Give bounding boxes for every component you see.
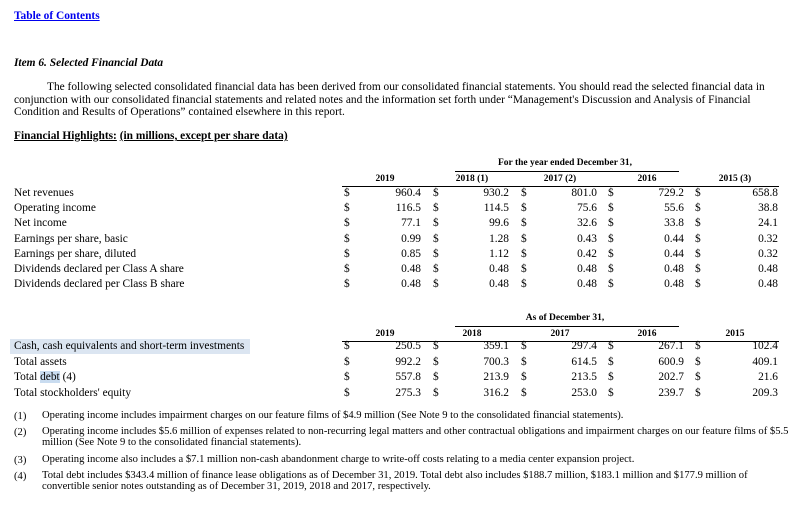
currency-symbol: $ bbox=[344, 340, 350, 352]
ops-year-2019: 2019 bbox=[375, 174, 395, 184]
cell-value: 409.1 bbox=[752, 355, 778, 368]
cell-value: 0.48 bbox=[489, 263, 509, 275]
currency-symbol: $ bbox=[433, 263, 439, 275]
currency-symbol: $ bbox=[608, 202, 614, 215]
currency-symbol: $ bbox=[521, 340, 527, 352]
cell-value: 0.42 bbox=[577, 247, 597, 260]
currency-symbol: $ bbox=[695, 355, 701, 368]
ops-span-underline bbox=[455, 171, 679, 172]
row-label: Cash, cash equivalents and short-term investments bbox=[14, 340, 245, 352]
cell-value: 99.6 bbox=[489, 217, 509, 230]
row-label-suffix: (4) bbox=[59, 371, 76, 383]
cell-value: 0.43 bbox=[577, 232, 597, 245]
cell-value: 250.5 bbox=[395, 340, 421, 352]
currency-symbol: $ bbox=[433, 217, 439, 230]
footnote-number: (3) bbox=[14, 455, 27, 466]
currency-symbol: $ bbox=[433, 187, 439, 199]
cell-value: 658.8 bbox=[752, 187, 778, 199]
currency-symbol: $ bbox=[521, 386, 527, 399]
currency-symbol: $ bbox=[695, 202, 701, 215]
currency-symbol: $ bbox=[695, 217, 701, 230]
cell-value: 213.9 bbox=[483, 371, 509, 383]
currency-symbol: $ bbox=[695, 371, 701, 383]
section-title: Item 6. Selected Financial Data bbox=[14, 57, 164, 69]
cell-value: 960.4 bbox=[395, 187, 421, 199]
currency-symbol: $ bbox=[344, 371, 350, 383]
cell-value: 0.32 bbox=[758, 247, 778, 260]
currency-symbol: $ bbox=[521, 263, 527, 275]
bs-year-2018: 2018 bbox=[462, 329, 482, 339]
currency-symbol: $ bbox=[521, 247, 527, 260]
cell-value: 38.8 bbox=[758, 202, 778, 215]
row-label-prefix: Total bbox=[14, 371, 41, 383]
bs-year-2016: 2016 bbox=[637, 329, 657, 339]
ops-year-2018: 2018 (1) bbox=[455, 174, 489, 184]
currency-symbol: $ bbox=[608, 355, 614, 368]
table-row bbox=[0, 262, 799, 277]
cell-value: 600.9 bbox=[658, 355, 684, 368]
bs-year-2015: 2015 bbox=[725, 329, 745, 339]
ops-year-2015: 2015 (3) bbox=[718, 174, 752, 184]
cell-value: 275.3 bbox=[395, 386, 421, 399]
row-label: Net income bbox=[14, 217, 67, 230]
bs-year-2019: 2019 bbox=[375, 329, 395, 339]
footnote-text: Operating income includes impairment charges on our feature films of $4.9 million (See Note 9 to the consolidated financial statements). bbox=[42, 410, 624, 421]
currency-symbol: $ bbox=[344, 355, 350, 368]
footnote-text: Operating income includes $5.6 million of expenses related to non-recurring legal matters and other contractual obligations and impairment charges on our feature films of $5.5 million (See Note 9 to the consolidated financial statements). bbox=[42, 426, 789, 448]
currency-symbol: $ bbox=[608, 386, 614, 399]
cell-value: 801.0 bbox=[571, 187, 597, 199]
currency-symbol: $ bbox=[344, 247, 350, 260]
row-label bbox=[14, 371, 76, 383]
cell-value: 0.44 bbox=[664, 232, 684, 245]
cell-value: 0.48 bbox=[758, 278, 778, 291]
table-row bbox=[0, 386, 799, 401]
row-label: Earnings per share, diluted bbox=[14, 247, 137, 260]
cell-value: 75.6 bbox=[577, 202, 597, 215]
currency-symbol: $ bbox=[521, 232, 527, 245]
cell-value: 0.48 bbox=[401, 263, 421, 275]
cell-value: 0.32 bbox=[758, 232, 778, 245]
cell-value: 267.1 bbox=[658, 340, 684, 352]
table-of-contents-link[interactable]: Table of Contents bbox=[14, 10, 100, 22]
table-row bbox=[0, 232, 799, 247]
currency-symbol: $ bbox=[695, 247, 701, 260]
table-row bbox=[0, 186, 799, 201]
cell-value: 33.8 bbox=[664, 217, 684, 230]
cell-value: 0.48 bbox=[401, 278, 421, 291]
cell-value: 24.1 bbox=[758, 217, 778, 230]
cell-value: 0.48 bbox=[577, 278, 597, 291]
row-label: Dividends declared per Class B share bbox=[14, 278, 185, 291]
currency-symbol: $ bbox=[608, 187, 614, 199]
cell-value: 209.3 bbox=[752, 386, 778, 399]
cell-value: 316.2 bbox=[483, 386, 509, 399]
currency-symbol: $ bbox=[695, 263, 701, 275]
currency-symbol: $ bbox=[695, 232, 701, 245]
cell-value: 992.2 bbox=[395, 355, 421, 368]
cell-value: 0.48 bbox=[664, 263, 684, 275]
cell-value: 700.3 bbox=[483, 355, 509, 368]
currency-symbol: $ bbox=[521, 187, 527, 199]
table-row bbox=[0, 216, 799, 231]
currency-symbol: $ bbox=[608, 217, 614, 230]
currency-symbol: $ bbox=[344, 232, 350, 245]
currency-symbol: $ bbox=[344, 202, 350, 215]
cell-value: 0.48 bbox=[664, 278, 684, 291]
currency-symbol: $ bbox=[344, 187, 350, 199]
currency-symbol: $ bbox=[433, 386, 439, 399]
footnote-number: (2) bbox=[14, 427, 27, 438]
cell-value: 557.8 bbox=[395, 371, 421, 383]
row-label: Earnings per share, basic bbox=[14, 232, 128, 245]
table-row bbox=[0, 370, 799, 385]
row-label: Net revenues bbox=[14, 187, 74, 199]
cell-value: 21.6 bbox=[758, 371, 778, 383]
cell-value: 253.0 bbox=[571, 386, 597, 399]
row-label: Total stockholders' equity bbox=[14, 386, 132, 399]
intro-paragraph: The following selected consolidated financial data has been derived from our consolidated financial statements. You should read the selected financial data in conjunction with our consolidated financial statements and related notes and the information set forth under “Management's Discussion and Analysis of Financial Condition and Results of Operations” contained elsewhere in this report. bbox=[14, 81, 765, 119]
cell-value: 202.7 bbox=[658, 371, 684, 383]
cell-value: 614.5 bbox=[571, 355, 597, 368]
cell-value: 77.1 bbox=[401, 217, 421, 230]
table-row bbox=[0, 339, 799, 354]
currency-symbol: $ bbox=[344, 278, 350, 291]
cell-value: 297.4 bbox=[571, 340, 597, 352]
row-label: Total assets bbox=[14, 355, 67, 368]
cell-value: 0.48 bbox=[758, 263, 778, 275]
highlights-units: (in millions, except per share data) bbox=[119, 130, 288, 142]
row-label: Operating income bbox=[14, 202, 96, 215]
table-row bbox=[0, 247, 799, 262]
currency-symbol: $ bbox=[433, 247, 439, 260]
currency-symbol: $ bbox=[521, 202, 527, 215]
ops-year-2017: 2017 (2) bbox=[543, 174, 577, 184]
currency-symbol: $ bbox=[344, 386, 350, 399]
table-row bbox=[0, 277, 799, 292]
currency-symbol: $ bbox=[608, 263, 614, 275]
financial-highlights-heading bbox=[14, 130, 288, 142]
cell-value: 213.5 bbox=[571, 371, 597, 383]
currency-symbol: $ bbox=[344, 217, 350, 230]
cell-value: 116.5 bbox=[395, 202, 421, 215]
cell-value: 0.48 bbox=[577, 263, 597, 275]
currency-symbol: $ bbox=[695, 386, 701, 399]
currency-symbol: $ bbox=[608, 247, 614, 260]
cell-value: 0.44 bbox=[664, 247, 684, 260]
cell-value: 102.4 bbox=[752, 340, 778, 352]
footnote-text: Total debt includes $343.4 million of finance lease obligations as of December 31, 2019. Total debt also includes $188.7 million, $183.1 million and $177.9 million of convertible senior notes outstanding as of December 31, 2019, 2018 and 2017, respectively. bbox=[42, 470, 748, 492]
currency-symbol: $ bbox=[521, 355, 527, 368]
cell-value: 729.2 bbox=[658, 187, 684, 199]
footnote-number: (1) bbox=[14, 411, 27, 422]
currency-symbol: $ bbox=[695, 278, 701, 291]
currency-symbol: $ bbox=[608, 232, 614, 245]
ops-year-2016: 2016 bbox=[637, 174, 657, 184]
currency-symbol: $ bbox=[433, 355, 439, 368]
currency-symbol: $ bbox=[608, 371, 614, 383]
cell-value: 0.99 bbox=[401, 232, 421, 245]
cell-value: 1.12 bbox=[489, 247, 509, 260]
cell-value: 32.6 bbox=[577, 217, 597, 230]
highlights-label: Financial Highlights: bbox=[14, 130, 117, 142]
cell-value: 930.2 bbox=[483, 187, 509, 199]
currency-symbol: $ bbox=[521, 278, 527, 291]
currency-symbol: $ bbox=[608, 340, 614, 352]
footnote-text: Operating income also includes a $7.1 million non-cash abandonment charge to write-off costs relating to a media center expansion project. bbox=[42, 454, 635, 465]
cell-value: 359.1 bbox=[483, 340, 509, 352]
cell-value: 0.48 bbox=[489, 278, 509, 291]
currency-symbol: $ bbox=[344, 263, 350, 275]
bs-span-header: As of December 31, bbox=[525, 313, 605, 323]
footnote-number: (4) bbox=[14, 471, 27, 482]
cell-value: 239.7 bbox=[658, 386, 684, 399]
cell-value: 114.5 bbox=[483, 202, 509, 215]
table-row bbox=[0, 355, 799, 370]
table-row bbox=[0, 201, 799, 216]
cell-value: 1.28 bbox=[489, 232, 509, 245]
currency-symbol: $ bbox=[608, 278, 614, 291]
row-label: Dividends declared per Class A share bbox=[14, 263, 184, 275]
currency-symbol: $ bbox=[433, 340, 439, 352]
cell-value: 0.85 bbox=[401, 247, 421, 260]
currency-symbol: $ bbox=[695, 187, 701, 199]
ops-span-header: For the year ended December 31, bbox=[497, 158, 633, 168]
currency-symbol: $ bbox=[695, 340, 701, 352]
row-label-highlighted: debt bbox=[40, 371, 60, 383]
currency-symbol: $ bbox=[433, 232, 439, 245]
currency-symbol: $ bbox=[521, 371, 527, 383]
bs-span-underline bbox=[455, 326, 679, 327]
currency-symbol: $ bbox=[521, 217, 527, 230]
currency-symbol: $ bbox=[433, 371, 439, 383]
currency-symbol: $ bbox=[433, 202, 439, 215]
bs-year-2017: 2017 bbox=[550, 329, 570, 339]
currency-symbol: $ bbox=[433, 278, 439, 291]
cell-value: 55.6 bbox=[664, 202, 684, 215]
